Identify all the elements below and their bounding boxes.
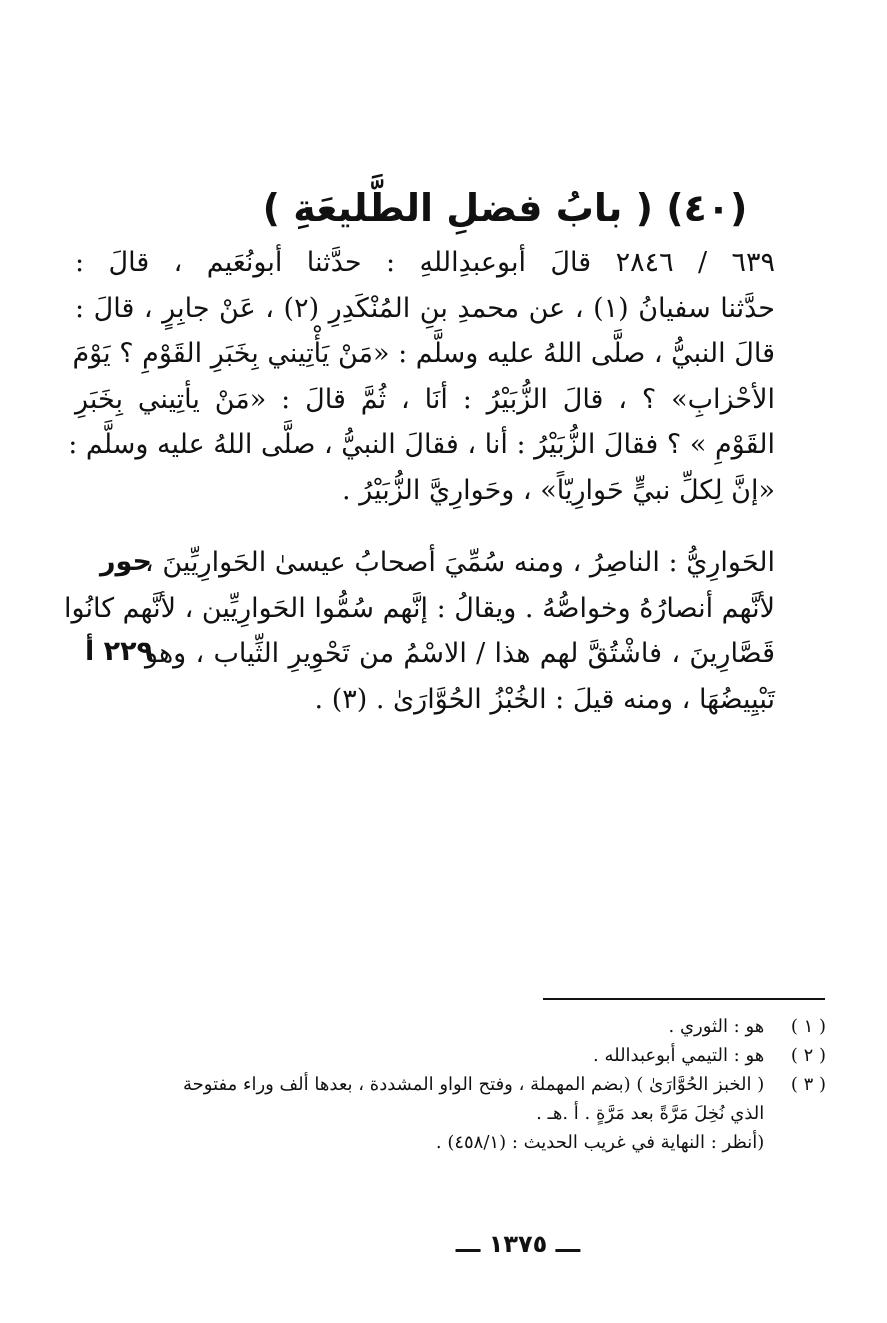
commentary-line: الحَوارِيُّ : الناصِرُ ، ومنه سُمِّيَ أصحابُ عيسىٰ الحَوارِيِّينَ ، bbox=[145, 547, 775, 578]
hadith-line: «إنَّ لِكلِّ نبيٍّ حَوارِيّاً» ، وحَوارِيَّ الزُّبَيْرُ . bbox=[342, 474, 775, 506]
footnote-text: (أنظر : النهاية في غريب الحديث : (٤٥٨/١) . bbox=[435, 1132, 765, 1153]
page-number: ـــ ١٣٧٥ ـــ bbox=[455, 1230, 581, 1258]
footnote-text: ( الخبز الحُوَّارَىٰ ) (بضم المهملة ، وفتح الواو المشددة ، بعدها ألف وراء مفتوحة bbox=[183, 1074, 765, 1095]
footnote-number: ( ٣ ) bbox=[790, 1074, 826, 1095]
footnote-text: هو : التيمي أبوعبدالله . bbox=[593, 1045, 765, 1066]
footnote-continuation bbox=[130, 1099, 826, 1128]
commentary-line: قَصَّارِينَ ، فاشْتُقَّ لهم هذا / الاسْمُ من تَحْوِيرِ الثِّياب ، وهو bbox=[145, 638, 775, 669]
chapter-title: (٤٠) ( بابُ فضلِ الطَّليعَةِ ) bbox=[262, 186, 748, 230]
footnote-continuation bbox=[130, 1128, 826, 1157]
hadith-line: حدَّثنا سفيانُ (١) ، عن محمدِ بنِ المُنْكَدِرِ (٢) ، عَنْ جابِرٍ ، قالَ : bbox=[75, 292, 775, 324]
footnote-divider bbox=[543, 998, 825, 1000]
footnote-text: الذي نُخِلَ مَرَّةً بعد مَرَّةٍ . أ .هـ . bbox=[536, 1103, 765, 1124]
footnote-item bbox=[130, 1012, 826, 1041]
margin-folio-number: ٢٢٩ أ bbox=[85, 636, 154, 667]
footnote-item bbox=[130, 1070, 826, 1099]
footnote-number: ( ١ ) bbox=[790, 1016, 826, 1037]
footnote-item bbox=[130, 1041, 826, 1070]
hadith-text bbox=[68, 240, 775, 513]
footnotes bbox=[130, 1012, 826, 1157]
commentary-line: لأنَّهم أنصارُهُ وخواصُّهُ . ويقالُ : إنَّهم سُمُّوا الحَوارِيِّين ، لأنَّهم كانُوا bbox=[64, 592, 775, 624]
footnote-text: هو : الثوري . bbox=[668, 1016, 765, 1037]
margin-root-word: حور bbox=[100, 546, 152, 577]
footnote-number: ( ٢ ) bbox=[790, 1045, 826, 1066]
hadith-line: ٦٣٩ / ٢٨٤٦ قالَ أبوعبدِاللهِ : حدَّثنا أبونُعَيم ، قالَ : bbox=[75, 247, 775, 278]
hadith-line: القَوْمِ » ؟ فقالَ الزُّبَيْرُ : أنا ، فقالَ النبيُّ ، صلَّى اللهُ عليه وسلَّم : bbox=[68, 429, 775, 460]
hadith-line: الأحْزابِ» ؟ ، قالَ الزُّبَيْرُ : أنَا ، ثُمَّ قالَ : «مَنْ يأتِيني بِخَبَرِ bbox=[75, 383, 775, 415]
hadith-line: قالَ النبيُّ ، صلَّى اللهُ عليه وسلَّم : «مَنْ يَأْتِيني بِخَبَرِ القَوْمِ ؟ يَوْمَ bbox=[72, 338, 775, 369]
commentary-line: تَبْيِيضُهَا ، ومنه قيلَ : الخُبْزُ الحُوَّارَىٰ . (٣) . bbox=[314, 683, 775, 715]
